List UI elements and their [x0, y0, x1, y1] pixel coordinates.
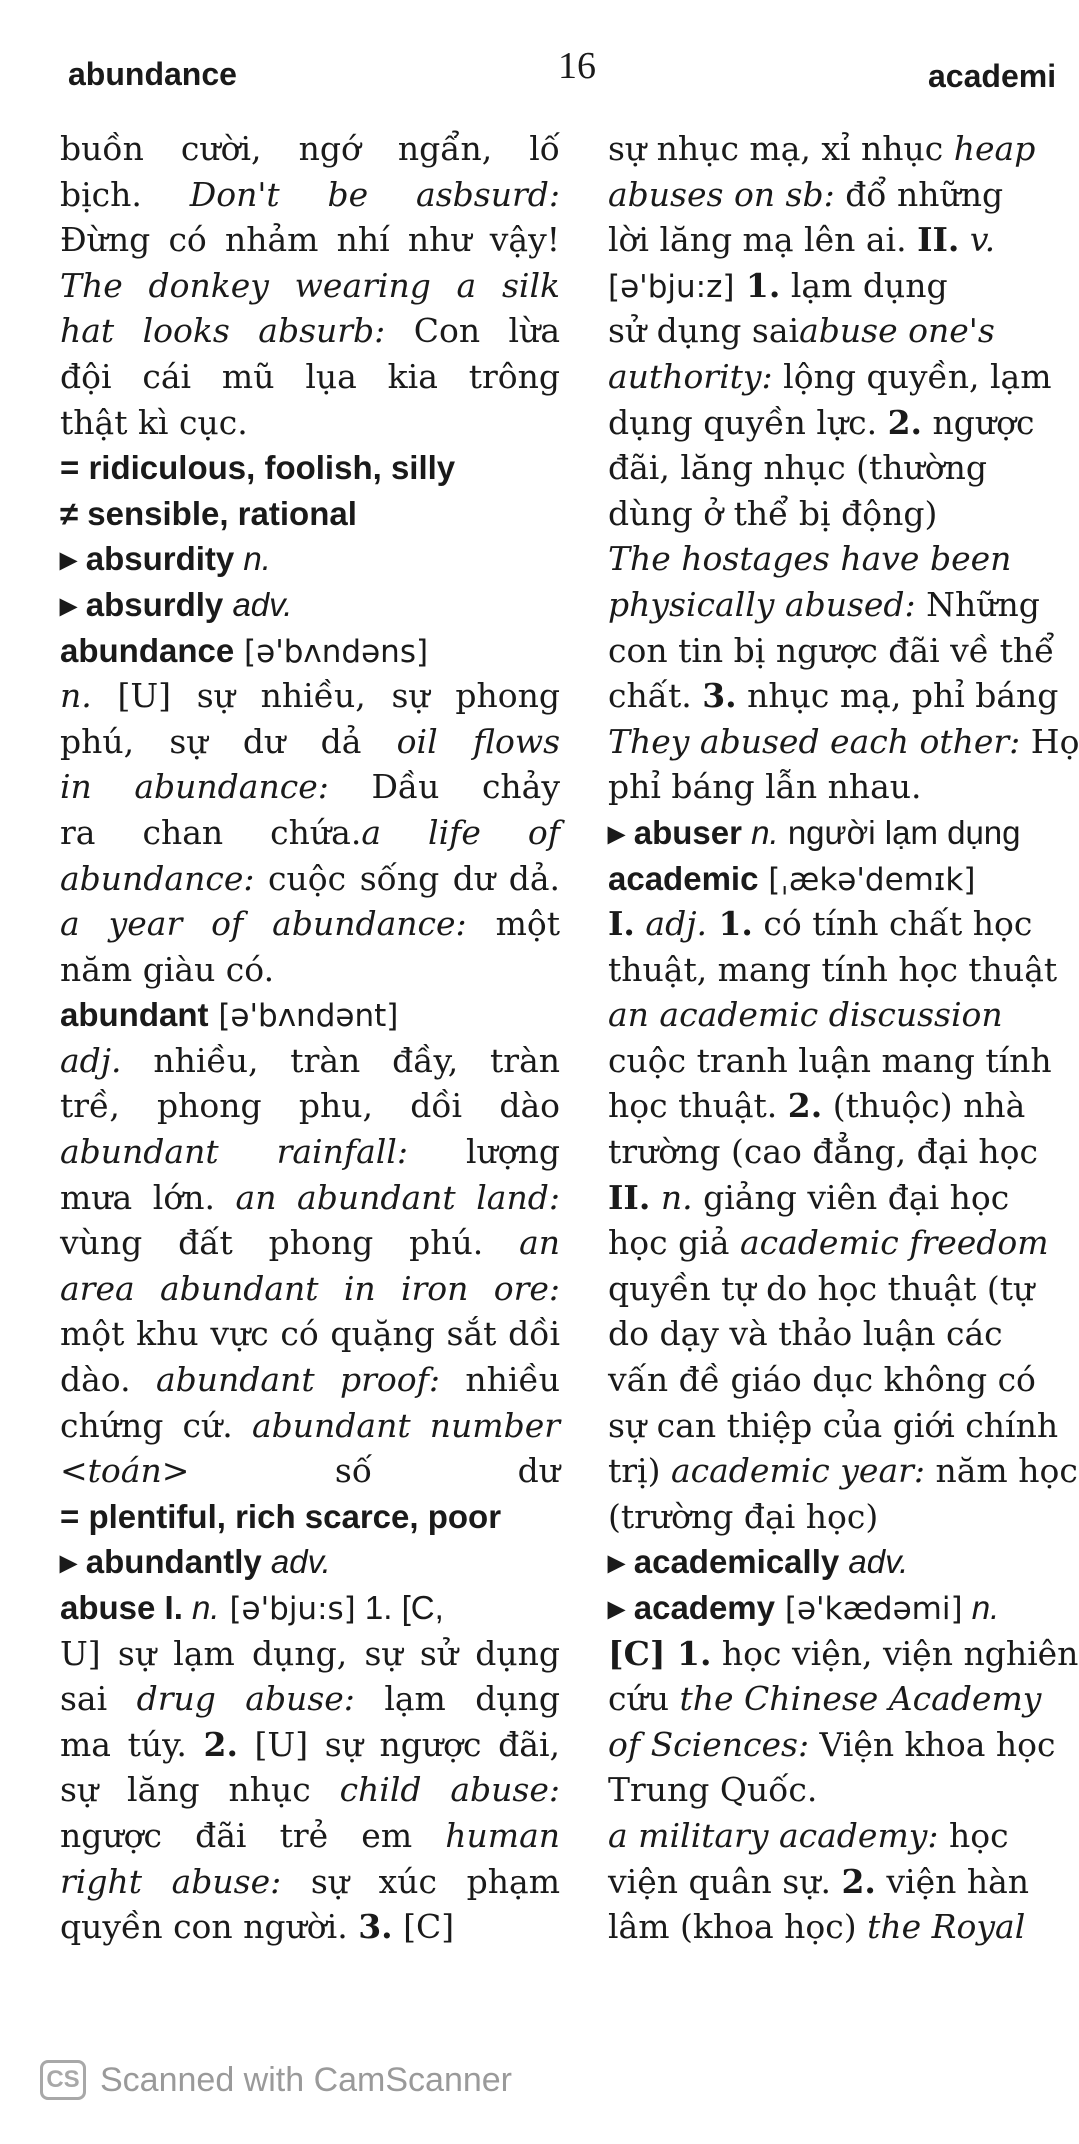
- text-line: [608, 1311, 1056, 1357]
- text-line: [60, 1083, 560, 1129]
- text-segment: U] sự lạm dụng, sự sử dụng: [60, 1633, 560, 1673]
- text-segment: nhục mạ, phỉ báng: [736, 676, 1059, 716]
- text-segment: chất.: [608, 676, 703, 716]
- text-line: [608, 1904, 1056, 1950]
- text-segment: [C] 1.: [608, 1633, 712, 1673]
- text-segment: ▸ abundantly: [60, 1543, 262, 1581]
- text-segment: phỉ báng lẫn nhau.: [608, 767, 922, 807]
- text-segment: human: [445, 1815, 560, 1855]
- text-segment: n.: [234, 540, 271, 578]
- text-segment: ▸ academically: [608, 1543, 840, 1581]
- text-line: [608, 445, 1056, 491]
- text-segment: ra chan chứa.: [60, 812, 362, 852]
- text-line: [60, 491, 560, 537]
- guide-word-right: academi: [928, 58, 1057, 94]
- text-segment: thật kì cục.: [60, 402, 248, 442]
- text-segment: lời lăng mạ lên ai.: [608, 220, 918, 260]
- text-segment: [ˌækə'demɪk]: [758, 861, 976, 898]
- text-segment: drug abuse:: [136, 1679, 355, 1719]
- dictionary-column-left: [60, 126, 560, 2016]
- text-segment: (trường đại học): [608, 1496, 879, 1536]
- text-segment: ▸ absurdly: [60, 585, 224, 623]
- text-segment: n.: [650, 1177, 693, 1217]
- text-line: [608, 1722, 1056, 1768]
- text-line: [608, 1175, 1056, 1221]
- text-line: [60, 901, 560, 947]
- text-segment: viện hàn: [875, 1861, 1030, 1901]
- scanner-watermark-text: Scanned with CamScanner: [100, 2060, 513, 2099]
- text-line: [60, 126, 560, 172]
- text-line: [60, 172, 560, 218]
- text-line: [60, 1175, 560, 1221]
- text-segment: [ə'kædəmi]: [775, 1591, 963, 1627]
- text-segment: đổ những: [834, 174, 1004, 214]
- scanner-watermark: [40, 2060, 512, 2100]
- text-segment: cuộc tranh luận mang tính: [608, 1040, 1052, 1080]
- text-line: [608, 628, 1056, 674]
- text-segment: abundant proof:: [155, 1360, 440, 1400]
- text-line: [60, 1676, 560, 1722]
- text-line: [60, 1539, 560, 1585]
- text-segment: [U] sự nhiều, sự phong: [91, 676, 560, 716]
- text-segment: [ə'bju:z]: [608, 268, 735, 305]
- text-line: [60, 1722, 560, 1768]
- text-segment: Don't be asbsurd:: [189, 174, 560, 214]
- text-line: [608, 719, 1079, 765]
- text-segment: trề, phong phu, dồi dào: [60, 1086, 560, 1126]
- text-segment: n.: [60, 676, 92, 716]
- text-segment: a military academy:: [608, 1815, 939, 1855]
- text-line: [608, 308, 1056, 354]
- text-line: [608, 536, 1056, 582]
- text-line: [60, 1311, 560, 1357]
- text-segment: abundant number: [251, 1405, 560, 1445]
- text-segment: the Chinese Academy: [679, 1679, 1042, 1719]
- page-header: [0, 0, 1056, 110]
- text-segment: oil flows: [396, 721, 561, 761]
- text-segment: 2.: [203, 1724, 238, 1764]
- text-segment: n.: [741, 813, 779, 851]
- text-segment: quyền con người.: [60, 1907, 359, 1947]
- text-line: [60, 1403, 560, 1449]
- text-line: [60, 947, 560, 993]
- text-segment: đãi, lăng nhục (thường: [608, 448, 988, 488]
- text-segment: năm học: [925, 1451, 1078, 1491]
- text-segment: quyền tự do học thuật (tự: [608, 1268, 1035, 1308]
- text-segment: ngược đãi trẻ em: [60, 1815, 446, 1855]
- text-line: [608, 1403, 1059, 1449]
- text-line: [60, 445, 560, 491]
- text-segment: 2.: [887, 402, 923, 442]
- text-segment: phú, sự dư dả: [60, 721, 397, 761]
- text-segment: vấn đề giáo dục không có: [608, 1360, 1036, 1400]
- text-segment: 1. [C,: [355, 1589, 444, 1626]
- text-line: [608, 1038, 1056, 1084]
- text-segment: ▸ academy: [608, 1589, 775, 1626]
- text-segment: dào.: [60, 1360, 156, 1400]
- text-line: [60, 1859, 560, 1905]
- text-segment: ▸ absurdity: [60, 540, 235, 578]
- text-line: [608, 1220, 1056, 1266]
- text-segment: heap: [953, 129, 1036, 168]
- text-line: [60, 1357, 560, 1403]
- text-segment: right abuse:: [60, 1861, 282, 1901]
- text-segment: dùng ở thể bị động): [608, 493, 938, 533]
- text-segment: 3.: [358, 1907, 393, 1947]
- text-segment: a year of abundance:: [60, 904, 467, 944]
- text-segment: <toán>: [60, 1451, 190, 1491]
- text-line: [60, 1904, 560, 1950]
- text-segment: academic year:: [670, 1451, 926, 1491]
- text-segment: học: [938, 1815, 1009, 1855]
- text-line: [608, 764, 1056, 810]
- text-segment: Dầu chảy: [328, 767, 560, 807]
- text-segment: academic: [608, 859, 759, 897]
- text-line: [608, 1448, 1078, 1494]
- text-segment: = ridiculous, foolish, silly: [60, 449, 456, 487]
- text-segment: abundant rainfall:: [60, 1132, 408, 1172]
- text-line: [60, 719, 560, 765]
- text-line: [608, 673, 1059, 719]
- text-line: [608, 172, 1056, 218]
- text-line: [608, 947, 1056, 993]
- text-line: [608, 1129, 1056, 1175]
- text-segment: n.: [962, 1589, 1000, 1626]
- text-line: [608, 1494, 1056, 1540]
- text-line: [608, 1083, 1056, 1129]
- text-line: [60, 582, 560, 628]
- text-segment: lộng quyền, lạm: [772, 356, 1052, 396]
- text-segment: The donkey wearing a silk: [60, 265, 560, 305]
- text-segment: [ə'bʌndəns]: [234, 633, 429, 670]
- text-segment: học giả: [608, 1223, 740, 1263]
- text-segment: một: [466, 904, 560, 944]
- text-segment: năm giàu có.: [60, 949, 275, 989]
- text-line: [608, 582, 1056, 628]
- text-line: [60, 1129, 560, 1175]
- text-line: [608, 354, 1056, 400]
- text-segment: an abundant land:: [235, 1177, 560, 1217]
- text-line: [60, 764, 560, 810]
- text-segment: lạm dụng: [780, 265, 948, 305]
- text-line: [60, 1448, 560, 1494]
- text-line: [60, 1631, 560, 1677]
- text-segment: sự xúc phạm: [281, 1861, 560, 1901]
- text-segment: sự can thiệp của giới chính: [608, 1405, 1059, 1445]
- text-line: [60, 673, 560, 719]
- text-segment: viện quân sự.: [608, 1861, 842, 1901]
- text-segment: buồn cười, ngớ ngẩn, lố: [60, 129, 560, 168]
- text-segment: [ə'bju:s]: [219, 1591, 356, 1627]
- text-segment: ≠ sensible, rational: [60, 494, 357, 532]
- text-segment: abuse one's: [799, 311, 995, 351]
- text-segment: area abundant in iron ore:: [60, 1268, 560, 1308]
- text-line: [608, 810, 1056, 856]
- text-segment: sự nhục mạ, xỉ nhục: [608, 129, 954, 168]
- camscanner-logo-icon: CS: [40, 2060, 86, 2100]
- text-line: [60, 856, 560, 902]
- page-number: 16: [558, 45, 596, 87]
- text-line: [60, 263, 560, 309]
- text-segment: I.: [608, 904, 635, 944]
- text-segment: They abused each other:: [608, 721, 1021, 761]
- text-line: [608, 126, 1056, 172]
- guide-word-left: abundance: [68, 56, 237, 92]
- text-line: [608, 1539, 1056, 1585]
- text-line: [608, 263, 1056, 309]
- text-segment: abuses on sb:: [608, 174, 835, 214]
- text-line: [60, 1266, 560, 1312]
- text-segment: in abundance:: [60, 767, 329, 807]
- text-line: [60, 217, 560, 263]
- text-line: [608, 1767, 1056, 1813]
- text-line: [608, 1859, 1056, 1905]
- text-line: [608, 491, 1056, 537]
- text-line: [608, 992, 1056, 1038]
- text-segment: lâm (khoa học): [608, 1907, 868, 1947]
- text-line: [60, 400, 560, 446]
- text-segment: authority:: [608, 356, 773, 396]
- text-segment: abundance:: [60, 858, 255, 898]
- text-segment: abundance: [60, 631, 235, 669]
- text-segment: [ə'bʌndənt]: [208, 998, 399, 1035]
- text-segment: người lạm dụng: [778, 813, 1021, 851]
- text-segment: adj.: [634, 904, 707, 944]
- text-segment: ngược: [922, 402, 1035, 442]
- text-segment: học thuật.: [608, 1086, 788, 1126]
- text-line: [608, 217, 1056, 263]
- text-segment: adv.: [839, 1543, 909, 1581]
- text-line: [60, 1220, 560, 1266]
- text-segment: The hostages have been: [608, 539, 1012, 579]
- text-line: [60, 628, 560, 674]
- text-segment: an: [519, 1223, 560, 1263]
- text-segment: academic freedom: [739, 1223, 1049, 1263]
- text-line: [60, 354, 560, 400]
- text-segment: bịch.: [60, 174, 190, 214]
- text-segment: sử dụng sai: [608, 311, 800, 351]
- text-line: [60, 1813, 560, 1859]
- text-segment: 2.: [787, 1086, 823, 1126]
- text-segment: nhiều: [439, 1360, 561, 1400]
- text-segment: 2.: [841, 1861, 876, 1901]
- text-segment: cứu: [608, 1679, 680, 1719]
- dictionary-column-right: [608, 126, 1079, 2016]
- text-segment: số dư: [189, 1451, 560, 1491]
- text-segment: adv.: [223, 585, 293, 623]
- text-line: [608, 400, 1056, 446]
- text-segment: Họ: [1020, 721, 1079, 761]
- text-segment: chứng cứ.: [60, 1405, 252, 1445]
- text-segment: giảng viên đại học: [692, 1177, 1010, 1217]
- text-segment: hat looks absurb:: [60, 311, 386, 351]
- text-segment: [U] sự ngược đãi,: [237, 1724, 560, 1764]
- text-segment: v.: [959, 220, 996, 260]
- text-line: [60, 992, 560, 1038]
- text-segment: 3.: [702, 676, 737, 716]
- text-segment: an academic discussion: [608, 995, 1003, 1035]
- text-line: [608, 901, 1056, 947]
- text-segment: Trung Quốc.: [608, 1770, 818, 1810]
- text-segment: adj.: [60, 1040, 122, 1080]
- text-segment: vùng đất phong phú.: [60, 1223, 520, 1263]
- text-line: [608, 1676, 1056, 1722]
- text-line: [60, 1494, 560, 1540]
- text-line: [608, 1357, 1056, 1403]
- text-segment: lạm dụng: [354, 1679, 560, 1719]
- text-line: [608, 856, 1056, 902]
- text-segment: 1.: [734, 265, 781, 305]
- text-segment: sai: [60, 1679, 137, 1719]
- text-line: [60, 810, 560, 856]
- text-line: [60, 1038, 560, 1084]
- text-segment: abuse I.: [60, 1589, 183, 1626]
- text-segment: abundant: [60, 996, 209, 1034]
- text-segment: a life of: [361, 812, 560, 852]
- text-segment: = plentiful, rich scarce, poor: [60, 1497, 502, 1535]
- text-segment: con tin bị ngược đãi về thể: [608, 630, 1055, 670]
- text-segment: dụng quyền lực.: [608, 402, 888, 442]
- text-segment: the Royal: [867, 1907, 1026, 1947]
- text-line: [608, 1266, 1056, 1312]
- text-segment: 1.: [706, 904, 753, 944]
- text-segment: adv.: [261, 1543, 331, 1581]
- text-segment: Đừng có nhảm nhí như vậy!: [60, 220, 560, 260]
- text-segment: (thuộc) nhà: [822, 1086, 1026, 1126]
- text-segment: học viện, viện nghiên: [711, 1633, 1079, 1673]
- text-segment: ma túy.: [60, 1724, 204, 1764]
- text-segment: đội cái mũ lụa kia trông: [60, 356, 560, 396]
- text-segment: sự lăng nhục: [60, 1770, 340, 1810]
- text-segment: Những: [915, 584, 1040, 624]
- text-segment: cuộc sống dư dả.: [254, 858, 560, 898]
- text-segment: [C]: [392, 1907, 455, 1947]
- text-segment: Viện khoa học: [809, 1724, 1056, 1764]
- text-line: [60, 308, 560, 354]
- text-line: [60, 1585, 560, 1631]
- text-segment: trường (cao đẳng, đại học: [608, 1132, 1039, 1172]
- text-segment: physically abused:: [608, 584, 916, 624]
- text-segment: một khu vực có quặng sắt dồi: [60, 1314, 560, 1354]
- text-segment: mưa lớn.: [60, 1177, 236, 1217]
- text-segment: lượng: [407, 1132, 560, 1172]
- text-segment: thuật, mang tính học thuật: [608, 949, 1058, 989]
- text-line: [608, 1631, 1079, 1677]
- text-segment: n.: [182, 1589, 220, 1626]
- text-segment: II.: [608, 1177, 651, 1217]
- text-line: [60, 536, 560, 582]
- text-segment: có tính chất học: [752, 904, 1033, 944]
- text-segment: do dạy và thảo luận các: [608, 1314, 1003, 1354]
- text-segment: ▸ abuser: [608, 813, 742, 851]
- text-segment: of Sciences:: [608, 1724, 810, 1764]
- text-line: [60, 1767, 560, 1813]
- text-segment: II.: [917, 220, 960, 260]
- text-segment: child abuse:: [339, 1770, 561, 1810]
- text-segment: Con lừa: [385, 311, 560, 351]
- text-line: [608, 1585, 1056, 1631]
- text-segment: trị): [608, 1451, 671, 1491]
- text-line: [608, 1813, 1056, 1859]
- text-segment: nhiều, tràn đầy, tràn: [121, 1040, 560, 1080]
